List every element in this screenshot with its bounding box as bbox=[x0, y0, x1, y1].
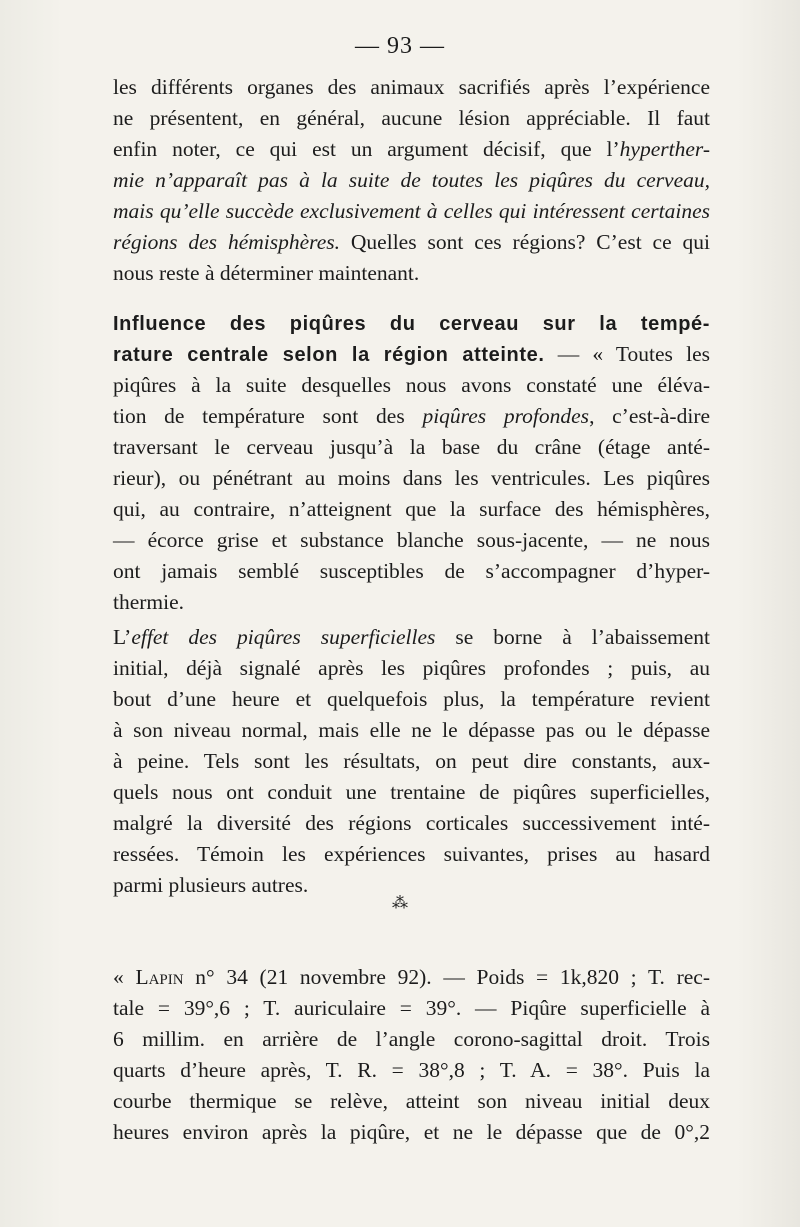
text-run: parmi plusieurs autres. bbox=[113, 873, 309, 897]
text-line bbox=[113, 165, 710, 196]
text-run: traversant le cerveau jusqu’à la base du crâne (étage anté- bbox=[113, 435, 710, 459]
text-run: , c’est-à-dire bbox=[589, 404, 711, 428]
heading-tail: — « Toutes les bbox=[544, 342, 710, 366]
text-line bbox=[113, 684, 710, 715]
text-run: « bbox=[113, 965, 136, 989]
text-run: quarts d’heure après, T. R. = 38°,8 ; T. A. = 38°. Puis la bbox=[113, 1058, 710, 1082]
text-run: thermie. bbox=[113, 590, 185, 614]
text-line bbox=[113, 370, 710, 401]
text-run: les différents organes des animaux sacrifiés après l’expérience bbox=[113, 75, 710, 99]
text-line bbox=[113, 1086, 710, 1117]
text-line bbox=[113, 196, 710, 227]
text-run: malgré la diversité des régions corticales successivement inté- bbox=[113, 811, 710, 835]
paragraph-2 bbox=[113, 370, 710, 618]
paragraph-4 bbox=[113, 962, 710, 1148]
asterism-separator: ⁂ bbox=[392, 895, 408, 912]
text-run: n° 34 (21 novembre 92). — Poids = 1k,820 ; T. rec- bbox=[183, 965, 710, 989]
text-line bbox=[113, 587, 710, 618]
text-line bbox=[113, 993, 710, 1024]
text-line bbox=[113, 653, 710, 684]
text-run: courbe thermique se relève, atteint son niveau initial deux bbox=[113, 1089, 710, 1113]
text-run: à peine. Tels sont les résultats, on peut dire constants, aux- bbox=[113, 749, 710, 773]
text-run: Quelles sont ces régions? C’est ce qui bbox=[340, 230, 711, 254]
text-line bbox=[113, 1024, 710, 1055]
text-line bbox=[113, 463, 710, 494]
italic-run: mais qu’elle succède exclusivement à celles qui intéressent certaines bbox=[113, 199, 710, 223]
text-line bbox=[113, 777, 710, 808]
heading-text-1: Influence des piqûres du cerveau sur la tempé- bbox=[113, 313, 710, 335]
text-run: ne présentent, en général, aucune lésion appréciable. Il faut bbox=[113, 106, 710, 130]
text-run: — écorce grise et substance blanche sous-jacente, — ne nous bbox=[113, 528, 710, 552]
text-line bbox=[113, 525, 710, 556]
text-run: piqûres à la suite desquelles nous avons constaté une éléva- bbox=[113, 373, 710, 397]
text-run: ressées. Témoin les expériences suivantes, prises au hasard bbox=[113, 842, 710, 866]
text-line bbox=[113, 401, 710, 432]
small-caps-run: Lapin bbox=[135, 965, 184, 989]
text-run: enfin noter, ce qui est un argument décisif, que l’ bbox=[113, 137, 620, 161]
text-line bbox=[113, 494, 710, 525]
text-run: quels nous ont conduit une trentaine de piqûres superficielles, bbox=[113, 780, 710, 804]
text-line bbox=[113, 103, 710, 134]
italic-run: piqûres profondes bbox=[422, 404, 590, 428]
text-run: nous reste à déterminer maintenant. bbox=[113, 261, 420, 285]
text-run: L’ bbox=[113, 625, 132, 649]
heading-line-1 bbox=[113, 308, 710, 339]
text-line bbox=[113, 1117, 710, 1148]
text-run: rieur), ou pénétrant au moins dans les ventricules. Les piqûres bbox=[113, 466, 710, 490]
text-run: se borne à l’abaissement bbox=[435, 625, 710, 649]
text-run: bout d’une heure et quelquefois plus, la température revient bbox=[113, 687, 710, 711]
text-line bbox=[113, 258, 710, 289]
text-run: à son niveau normal, mais elle ne le dépasse pas ou le dépasse bbox=[113, 718, 710, 742]
heading-line-2 bbox=[113, 339, 710, 370]
text-line bbox=[113, 227, 710, 258]
text-line bbox=[113, 1055, 710, 1086]
italic-run: effet des piqûres superficielles bbox=[131, 625, 436, 649]
text-run: 6 millim. en arrière de l’angle corono-sagittal droit. Trois bbox=[113, 1027, 710, 1051]
italic-run: hyperther- bbox=[619, 137, 710, 161]
text-line bbox=[113, 134, 710, 165]
italic-run: régions des hémisphères. bbox=[113, 230, 341, 254]
text-run: tale = 39°,6 ; T. auriculaire = 39°. — Piqûre superficielle à bbox=[113, 996, 710, 1020]
text-run: qui, au contraire, n’atteignent que la surface des hémisphères, bbox=[113, 497, 710, 521]
paragraph-3 bbox=[113, 622, 710, 901]
text-line bbox=[113, 556, 710, 587]
text-line bbox=[113, 72, 710, 103]
text-run: ont jamais semblé susceptibles de s’accompagner d’hyper- bbox=[113, 559, 710, 583]
page-number: — 93 — bbox=[355, 33, 445, 59]
heading-text-2: rature centrale selon la région atteinte. bbox=[113, 344, 545, 366]
text-run: initial, déjà signalé après les piqûres profondes ; puis, au bbox=[113, 656, 710, 680]
text-run: heures environ après la piqûre, et ne le dépasse que de 0°,2 bbox=[113, 1120, 710, 1144]
italic-run: mie n’apparaît pas à la suite de toutes les piqûres du cerveau, bbox=[113, 168, 710, 192]
text-line bbox=[113, 839, 710, 870]
section-heading bbox=[113, 308, 710, 370]
text-line bbox=[113, 808, 710, 839]
text-line bbox=[113, 432, 710, 463]
text-run: tion de température sont des bbox=[113, 404, 423, 428]
paragraph-1 bbox=[113, 72, 710, 289]
text-line bbox=[113, 746, 710, 777]
text-line bbox=[113, 870, 710, 901]
text-line bbox=[113, 962, 710, 993]
text-line bbox=[113, 715, 710, 746]
text-line bbox=[113, 622, 710, 653]
